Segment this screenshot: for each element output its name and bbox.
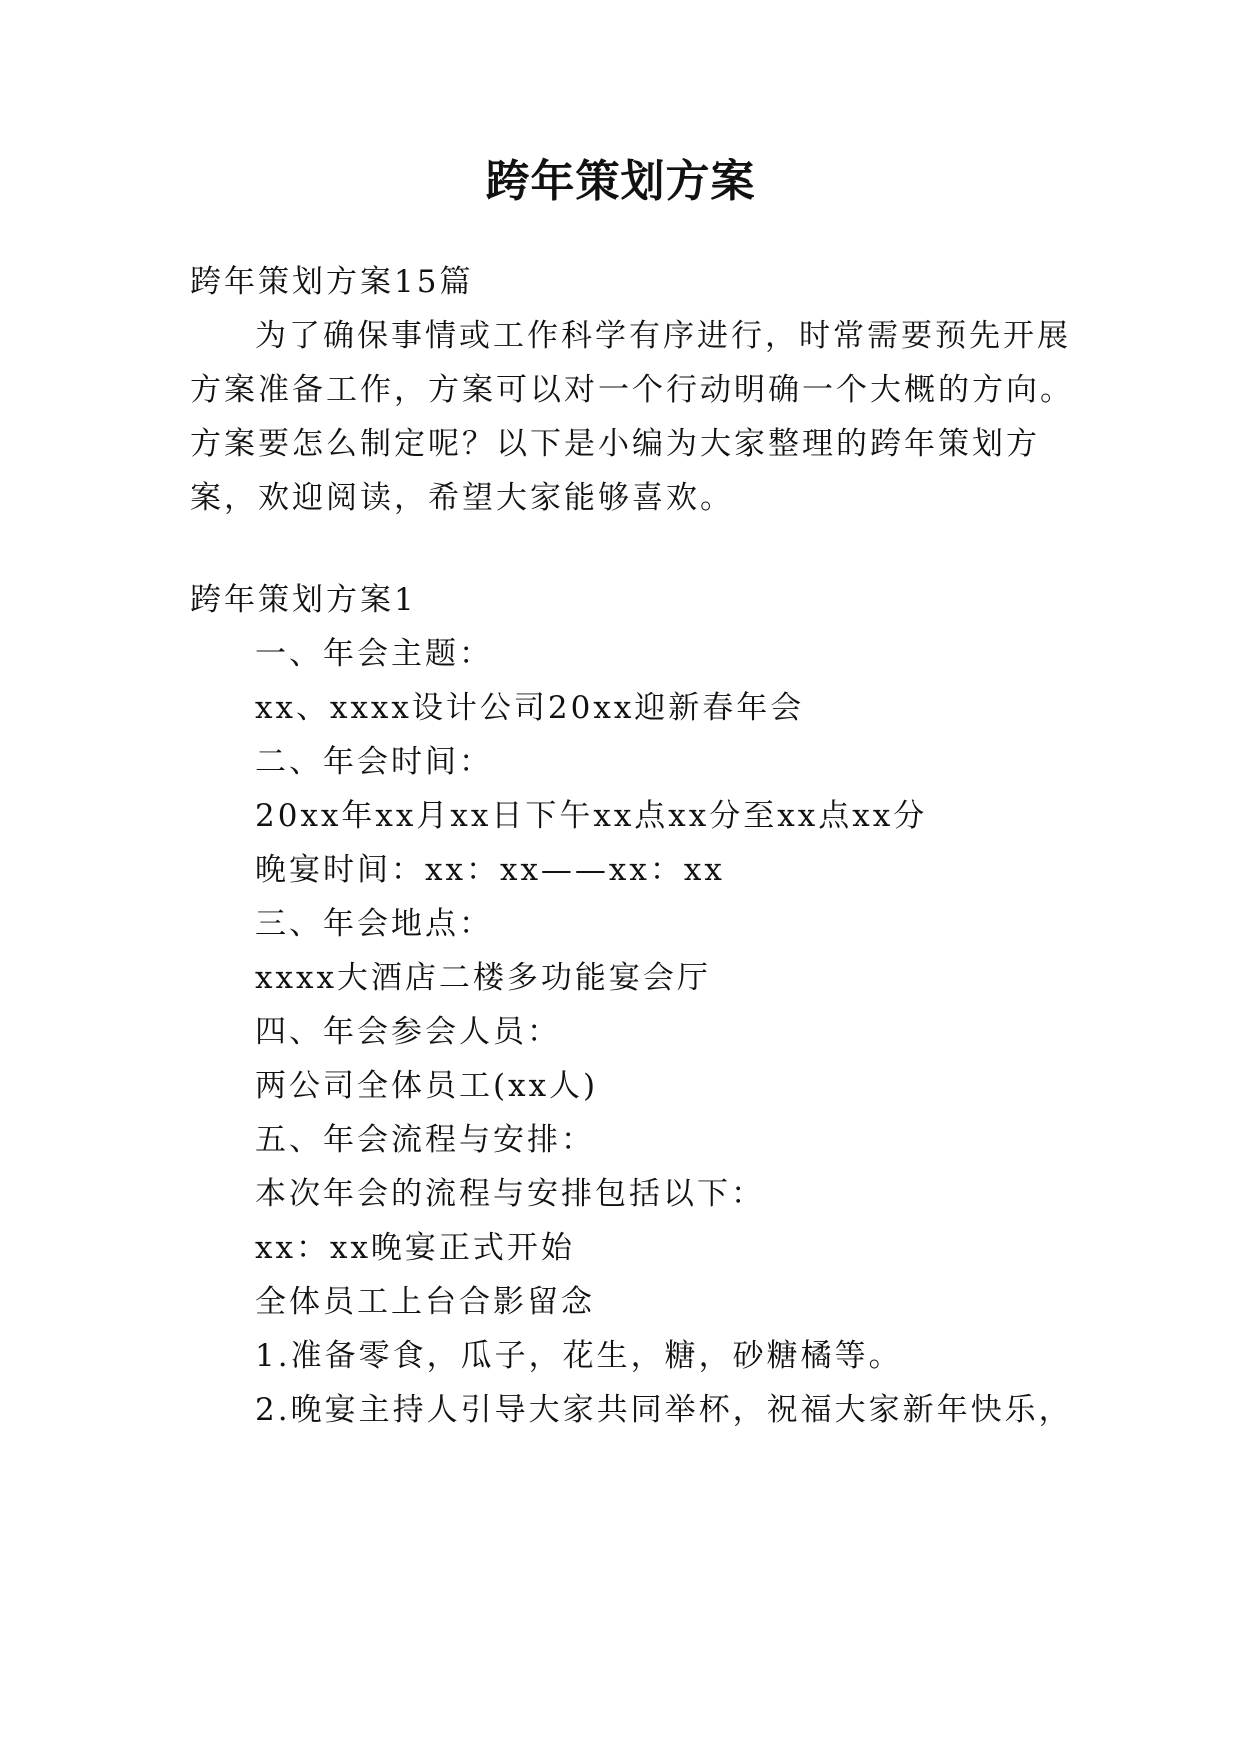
document-subtitle: 跨年策划方案15篇	[190, 264, 474, 300]
plan-item: 20xx年xx月xx日下午xx点xx分至xx点xx分	[255, 798, 928, 834]
plan-item: 一、年会主题：	[255, 636, 493, 672]
plan-item: 三、年会地点：	[255, 906, 493, 942]
plan-item: 本次年会的流程与安排包括以下：	[255, 1176, 765, 1212]
plan-item: 全体员工上台合影留念	[255, 1284, 595, 1320]
intro-line-1: 为了确保事情或工作科学有序进行，时常需要预先开展	[255, 318, 1071, 354]
plan-item: xxxx大酒店二楼多功能宴会厅	[255, 960, 711, 996]
plan-item: 五、年会流程与安排：	[255, 1122, 595, 1158]
plan-item: 2.晚宴主持人引导大家共同举杯，祝福大家新年快乐，	[255, 1392, 1073, 1428]
intro-line-2: 方案准备工作，方案可以对一个行动明确一个大概的方向。	[190, 372, 1074, 408]
intro-line-4: 案，欢迎阅读，希望大家能够喜欢。	[190, 480, 734, 516]
plan-item: 四、年会参会人员：	[255, 1014, 561, 1050]
document-title: 跨年策划方案	[485, 156, 756, 207]
intro-line-3: 方案要怎么制定呢？以下是小编为大家整理的跨年策划方	[190, 426, 1040, 462]
plan-item: xx：xx晚宴正式开始	[255, 1230, 575, 1266]
plan-item: 晚宴时间：xx：xx——xx：xx	[255, 852, 725, 888]
plan-item: 二、年会时间：	[255, 744, 493, 780]
section-heading: 跨年策划方案1	[190, 582, 417, 618]
plan-item: xx、xxxx设计公司20xx迎新春年会	[255, 690, 805, 726]
plan-item: 两公司全体员工(xx人)	[255, 1068, 599, 1104]
plan-item: 1.准备零食，瓜子，花生，糖，砂糖橘等。	[255, 1338, 903, 1374]
